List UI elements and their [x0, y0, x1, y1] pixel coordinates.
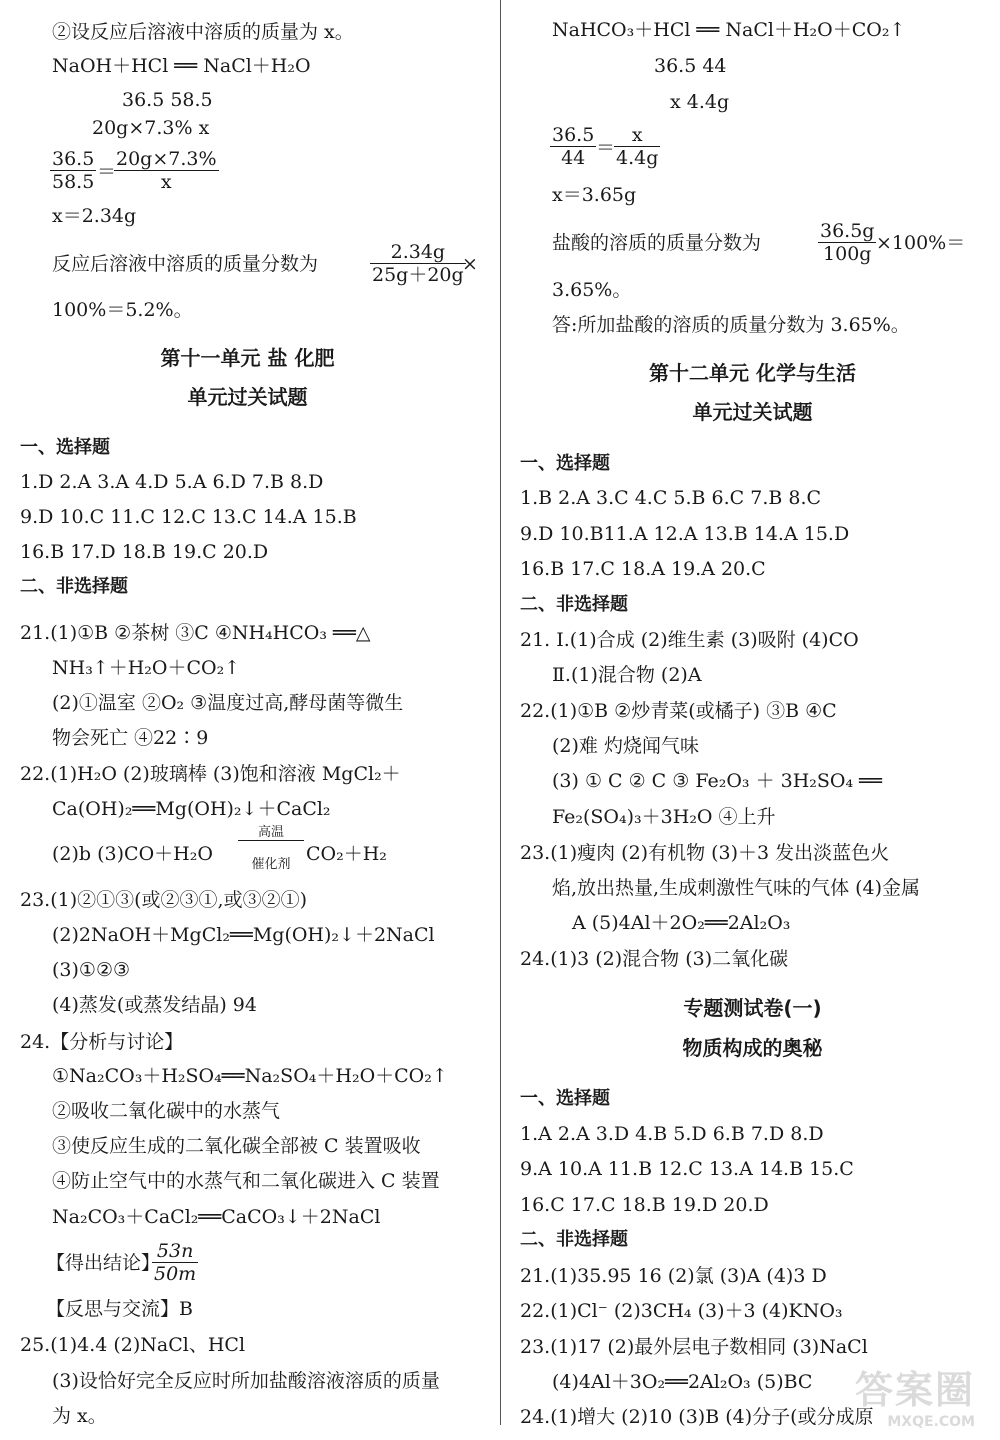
answer-line: Fe₂(SO₄)₃＋3H₂O ④上升: [552, 806, 776, 828]
answer-line: (3) ① C ② C ③ Fe₂O₃ ＋ 3H₂SO₄ ══: [552, 770, 883, 792]
answer-line: 25.(1)4.4 (2)NaCl、HCl: [20, 1334, 246, 1356]
section-heading: 一、选择题: [20, 437, 110, 458]
fraction: $\frac{36.5}{44}$: [552, 124, 595, 169]
choice-answers: 1.A 2.A 3.D 4.B 5.D 6.B 7.D 8.D: [520, 1123, 824, 1145]
unit-subtitle: 单元过关试题: [692, 400, 813, 424]
equation-line: NaOH＋HCl ══ NaCl＋H₂O: [52, 55, 311, 77]
fraction: $\frac{36.5g}{100g}$: [820, 220, 875, 265]
text-line: 盐酸的溶质的质量分数为: [552, 232, 762, 254]
answer-line: Na₂CO₃＋CaCl₂══CaCO₃↓＋2NaCl: [52, 1206, 381, 1228]
equation-masses: 36.5 58.5: [122, 89, 213, 111]
unit-title: 第十二单元 化学与生活: [649, 361, 856, 385]
equation-masses: 36.5 44: [654, 55, 727, 77]
answer-line: 23.(1)17 (2)最外层电子数相同 (3)NaCl: [520, 1336, 868, 1358]
answer-line: ④防止空气中的水蒸气和二氧化碳进入 C 装置: [52, 1170, 440, 1192]
answer-line: Ⅱ.(1)混合物 (2)A: [552, 664, 702, 686]
test-title: 专题测试卷(一): [683, 996, 822, 1020]
section-heading: 二、非选择题: [520, 1229, 628, 1250]
unit-subtitle: 单元过关试题: [187, 385, 308, 409]
text-line: ×100%＝: [876, 232, 966, 254]
answer-line: (4)蒸发(或蒸发结晶) 94: [52, 994, 257, 1016]
choice-answers: 16.B 17.C 18.A 19.A 20.C: [520, 558, 766, 580]
choice-answers: 9.D 10.B11.A 12.A 13.B 14.A 15.D: [520, 523, 850, 545]
fraction: $\frac{x}{4.4g}$: [616, 124, 659, 169]
choice-answers: 9.D 10.C 11.C 12.C 13.C 14.A 15.B: [20, 506, 357, 528]
answer-line: 21. Ⅰ.(1)合成 (2)维生素 (3)吸附 (4)CO: [520, 629, 859, 651]
text-line: ②设反应后溶液中溶质的质量为 x。: [52, 21, 354, 43]
equation-values: x 4.4g: [670, 91, 730, 113]
answer-line: ③使反应生成的二氧化碳全部被 C 装置吸收: [52, 1135, 421, 1157]
answer-line: (2)难 灼烧闻气味: [552, 735, 699, 757]
answer-line: A (5)4Al＋2O₂══2Al₂O₃: [572, 912, 791, 934]
equals-sign: ＝: [596, 137, 616, 159]
choice-answers: 16.B 17.D 18.B 19.C 20.D: [20, 541, 269, 563]
fraction: $\frac{2.34g}{25g+20g}$: [372, 241, 464, 286]
answer-line: 焰,放出热量,生成刺激性气味的气体 (4)金属: [552, 877, 921, 899]
answer-line: (3)设恰好完全反应时所加盐酸溶液溶质的质量: [52, 1370, 440, 1392]
text-line: 3.65%。: [552, 279, 632, 301]
answer-line: 【得出结论】: [46, 1252, 161, 1274]
text-line: 反应后溶液中溶质的质量分数为: [52, 253, 319, 275]
column-divider: [500, 0, 501, 1425]
answer-line: 24.(1)增大 (2)10 (3)B (4)分子(或分成原: [520, 1406, 874, 1428]
answer-line: Ca(OH)₂══Mg(OH)₂↓＋CaCl₂: [52, 798, 331, 820]
answer-line: (3)①②③: [52, 959, 131, 981]
section-heading: 一、选择题: [520, 453, 610, 474]
answer-line: 21.(1)35.95 16 (2)氯 (3)A (4)3 D: [520, 1265, 827, 1287]
fraction: $\frac{20g\times 7.3\%}{x}$: [116, 148, 217, 193]
text-line: 答:所加盐酸的溶质的质量分数为 3.65%。: [552, 314, 910, 336]
answer-line: 24.【分析与讨论】: [20, 1031, 184, 1053]
answer-line: ①Na₂CO₃＋H₂SO₄══Na₂SO₄＋H₂O＋CO₂↑: [52, 1065, 448, 1087]
fraction: $\frac{36.5}{58.5}$: [52, 148, 95, 193]
answer-line: 为 x。: [52, 1405, 107, 1427]
site-watermark: 答案圈 MXQE.COM: [854, 1368, 975, 1430]
answer-line: CO₂＋H₂: [306, 843, 387, 865]
section-heading: 二、非选择题: [520, 594, 628, 615]
choice-answers: 1.B 2.A 3.C 4.C 5.B 6.C 7.B 8.C: [520, 487, 822, 509]
equation-values: 20g×7.3% x: [92, 117, 210, 139]
reaction-condition-bottom: 催化剂: [251, 857, 291, 872]
text-line: 100%＝5.2%。: [52, 299, 193, 321]
section-heading: 一、选择题: [520, 1088, 610, 1109]
test-subtitle: 物质构成的奥秘: [682, 1036, 823, 1060]
fraction: $\frac{53n}{50m}$: [154, 1240, 197, 1285]
answer-line: ②吸收二氧化碳中的水蒸气: [52, 1100, 281, 1122]
result-line: x＝3.65g: [552, 184, 637, 206]
reaction-condition-top: 高温: [238, 826, 304, 841]
answer-line: 22.(1)H₂O (2)玻璃棒 (3)饱和溶液 MgCl₂＋: [20, 763, 401, 785]
choice-answers: 9.A 10.A 11.B 12.C 13.A 14.B 15.C: [520, 1158, 854, 1180]
answer-line: (2)①温室 ②O₂ ③温度过高,酵母菌等微生: [52, 692, 404, 714]
choice-answers: 16.C 17.C 18.B 19.D 20.D: [520, 1194, 769, 1216]
equation-line: NaHCO₃＋HCl ══ NaCl＋H₂O＋CO₂↑: [552, 19, 906, 41]
times-sign: ×: [462, 253, 478, 275]
choice-answers: 1.D 2.A 3.A 4.D 5.A 6.D 7.B 8.D: [20, 471, 324, 493]
answer-line: (2)2NaOH＋MgCl₂══Mg(OH)₂↓＋2NaCl: [52, 924, 435, 946]
answer-line: 23.(1)②①③(或②③①,或③②①): [20, 889, 307, 911]
answer-line: 物会死亡 ④22∶9: [52, 727, 209, 749]
unit-title: 第十一单元 盐 化肥: [160, 346, 335, 370]
answer-line: (2)b (3)CO＋H₂O: [52, 843, 213, 865]
answer-line: 22.(1)①B ②炒青菜(或橘子) ③B ④C: [520, 700, 837, 722]
answer-line: 21.(1)①B ②茶树 ③C ④NH₄HCO₃ ══△: [20, 622, 371, 644]
answer-line: 24.(1)3 (2)混合物 (3)二氧化碳: [520, 948, 789, 970]
answer-line: 23.(1)瘦肉 (2)有机物 (3)＋3 发出淡蓝色火: [520, 842, 890, 864]
result-line: x＝2.34g: [52, 205, 137, 227]
answer-line: NH₃↑＋H₂O＋CO₂↑: [52, 657, 241, 679]
answer-line: 【反思与交流】B: [46, 1298, 193, 1320]
section-heading: 二、非选择题: [20, 576, 128, 597]
answer-line: (4)4Al＋3O₂══2Al₂O₃ (5)BC: [552, 1371, 813, 1393]
equals-sign: ＝: [97, 161, 117, 183]
answer-line: 22.(1)Cl⁻ (2)3CH₄ (3)＋3 (4)KNO₃: [520, 1300, 843, 1322]
